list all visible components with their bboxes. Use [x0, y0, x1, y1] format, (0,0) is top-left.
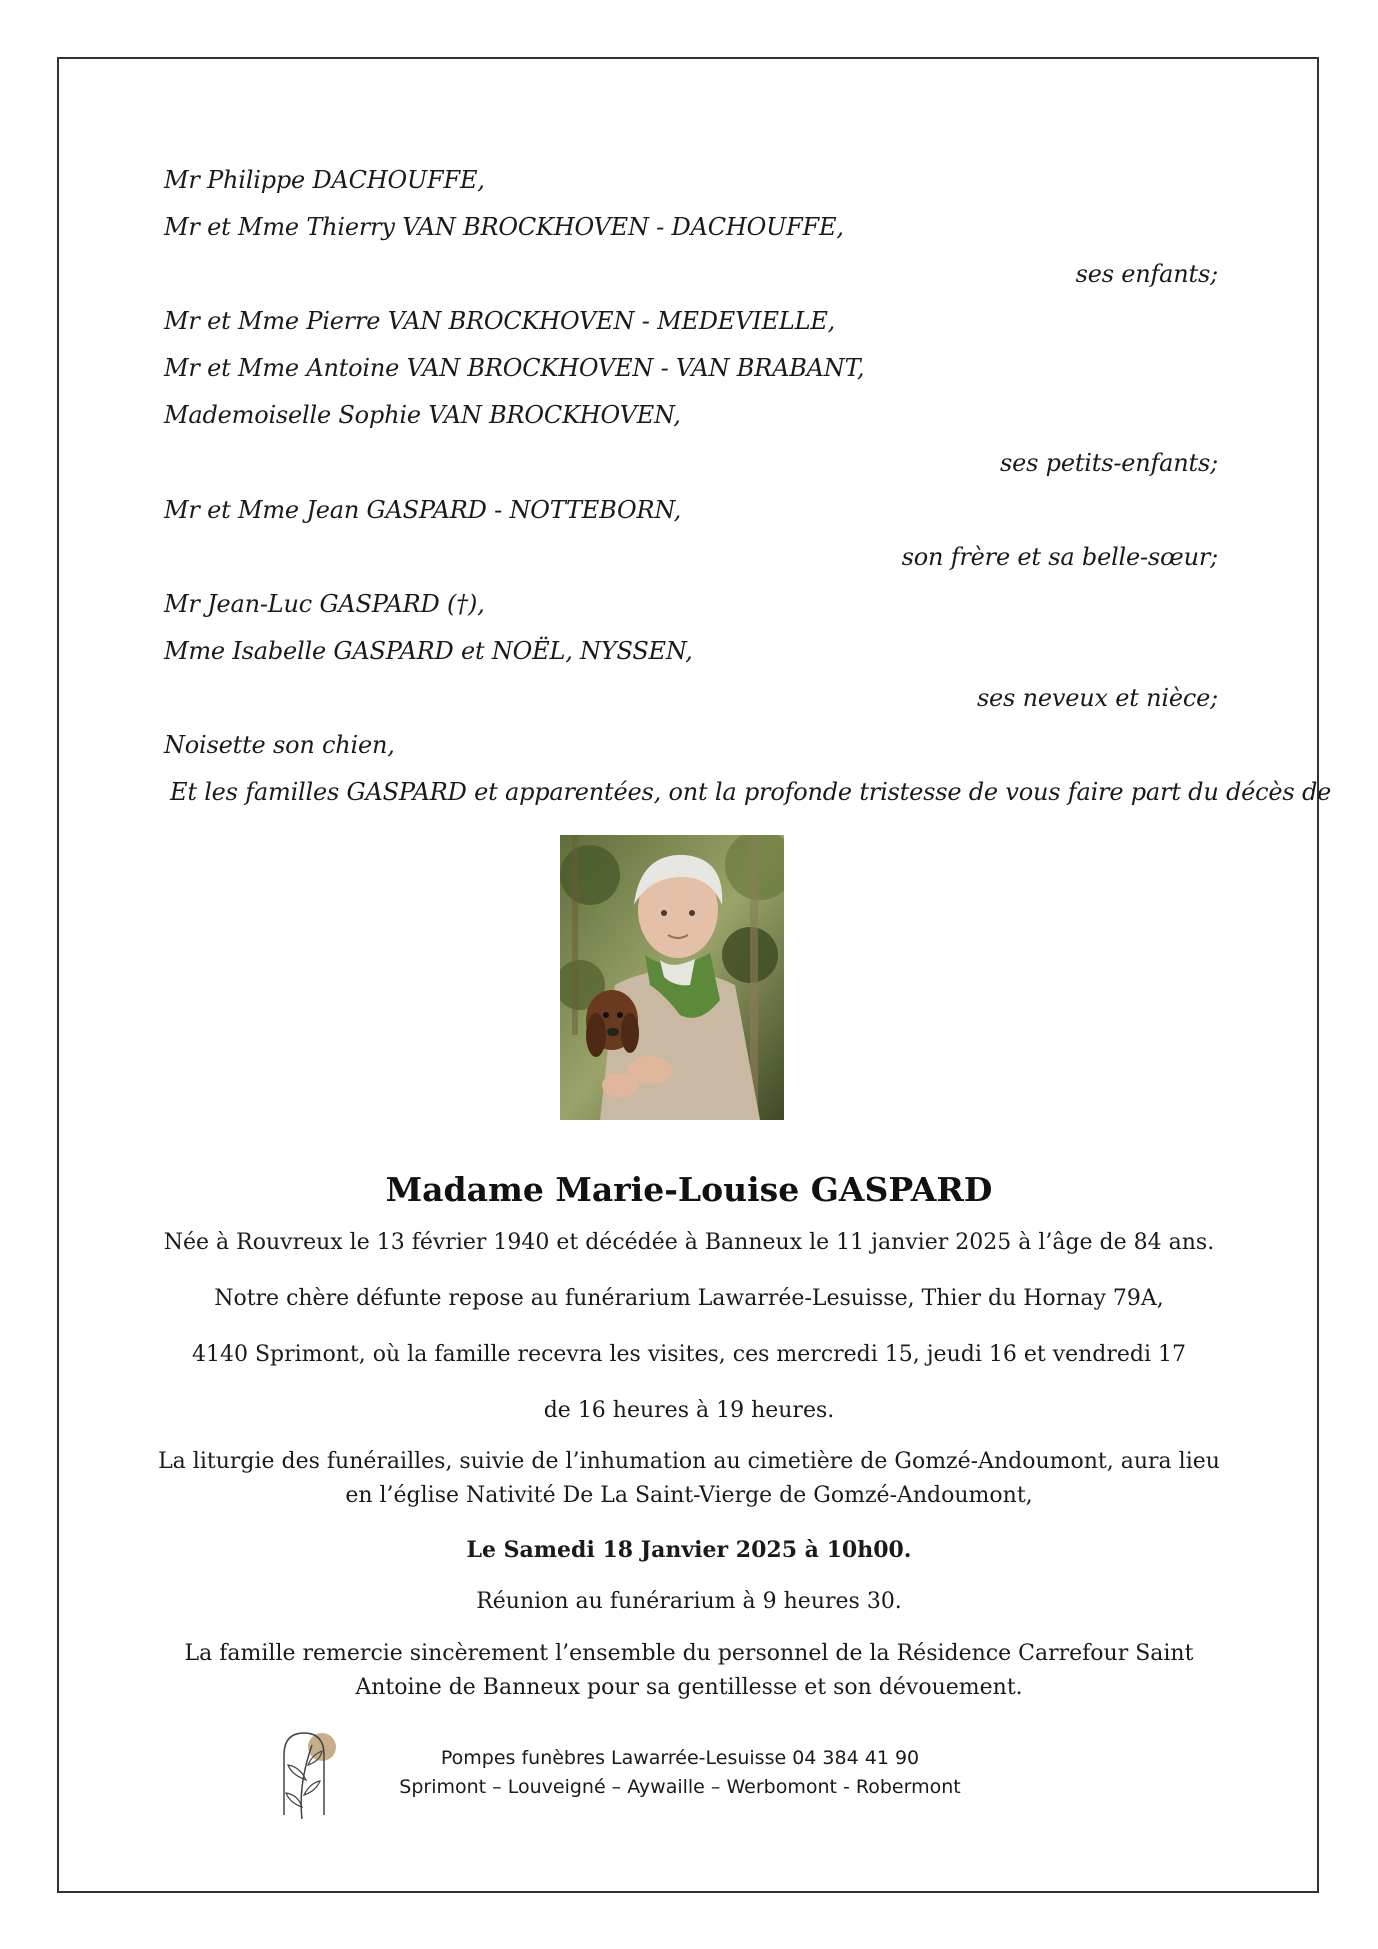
family-role-children: ses enfants;: [1075, 260, 1218, 288]
family-role-nephews: ses neveux et nièce;: [976, 684, 1218, 712]
rest-line-3: de 16 heures à 19 heures.: [543, 1398, 835, 1423]
family-role-sibling: son frère et sa belle-sœur;: [901, 543, 1218, 571]
thanks-line-2: Antoine de Banneux pour sa gentillesse et son dévouement.: [355, 1675, 1023, 1700]
footer-locations: Sprimont – Louveigné – Aywaille – Werbomont - Robermont: [399, 1776, 961, 1798]
family-role-grandchildren: ses petits-enfants;: [1000, 449, 1218, 477]
deceased-name: Madame Marie-Louise GASPARD: [385, 1170, 993, 1209]
family-line-9: Noisette son chien,: [164, 731, 395, 759]
family-line-10: Et les familles GASPARD et apparentées, ont la profonde tristesse de vous faire part du décès de: [170, 778, 1332, 806]
rest-line-1: Notre chère défunte repose au funérarium Lawarrée-Lesuisse, Thier du Hornay 79A,: [214, 1286, 1164, 1311]
family-line-1: Mr Philippe DACHOUFFE,: [164, 166, 485, 194]
portrait-photo: [560, 835, 784, 1120]
family-line-4: Mr et Mme Antoine VAN BROCKHOVEN - VAN BRABANT,: [164, 354, 865, 382]
liturgy-line-2: en l’église Nativité De La Saint-Vierge de Gomzé-Andoumont,: [345, 1483, 1033, 1508]
birth-death-line: Née à Rouvreux le 13 février 1940 et décédée à Banneux le 11 janvier 2025 à l’âge de 84 ans.: [163, 1230, 1215, 1255]
liturgy-line-1: La liturgie des funérailles, suivie de l’inhumation au cimetière de Gomzé-Andoumont, aura lieu: [158, 1449, 1220, 1474]
thanks-line-1: La famille remercie sincèrement l’ensemble du personnel de la Résidence Carrefour Saint: [184, 1641, 1194, 1666]
family-line-2: Mr et Mme Thierry VAN BROCKHOVEN - DACHOUFFE,: [164, 213, 844, 241]
ceremony-date: Le Samedi 18 Janvier 2025 à 10h00.: [466, 1537, 912, 1563]
meeting-line: Réunion au funérarium à 9 heures 30.: [476, 1589, 902, 1614]
rest-line-2: 4140 Sprimont, où la famille recevra les visites, ces mercredi 15, jeudi 16 et vendredi 17: [191, 1342, 1187, 1367]
family-line-8: Mme Isabelle GASPARD et NOËL, NYSSEN,: [164, 637, 693, 665]
family-line-7: Mr Jean-Luc GASPARD (†),: [164, 590, 485, 618]
funeral-home-logo: [272, 1725, 344, 1821]
family-line-5: Mademoiselle Sophie VAN BROCKHOVEN,: [164, 401, 681, 429]
family-line-6: Mr et Mme Jean GASPARD - NOTTEBORN,: [164, 496, 682, 524]
family-line-3: Mr et Mme Pierre VAN BROCKHOVEN - MEDEVIELLE,: [164, 307, 836, 335]
footer-company: Pompes funèbres Lawarrée-Lesuisse 04 384 41 90: [440, 1747, 920, 1769]
